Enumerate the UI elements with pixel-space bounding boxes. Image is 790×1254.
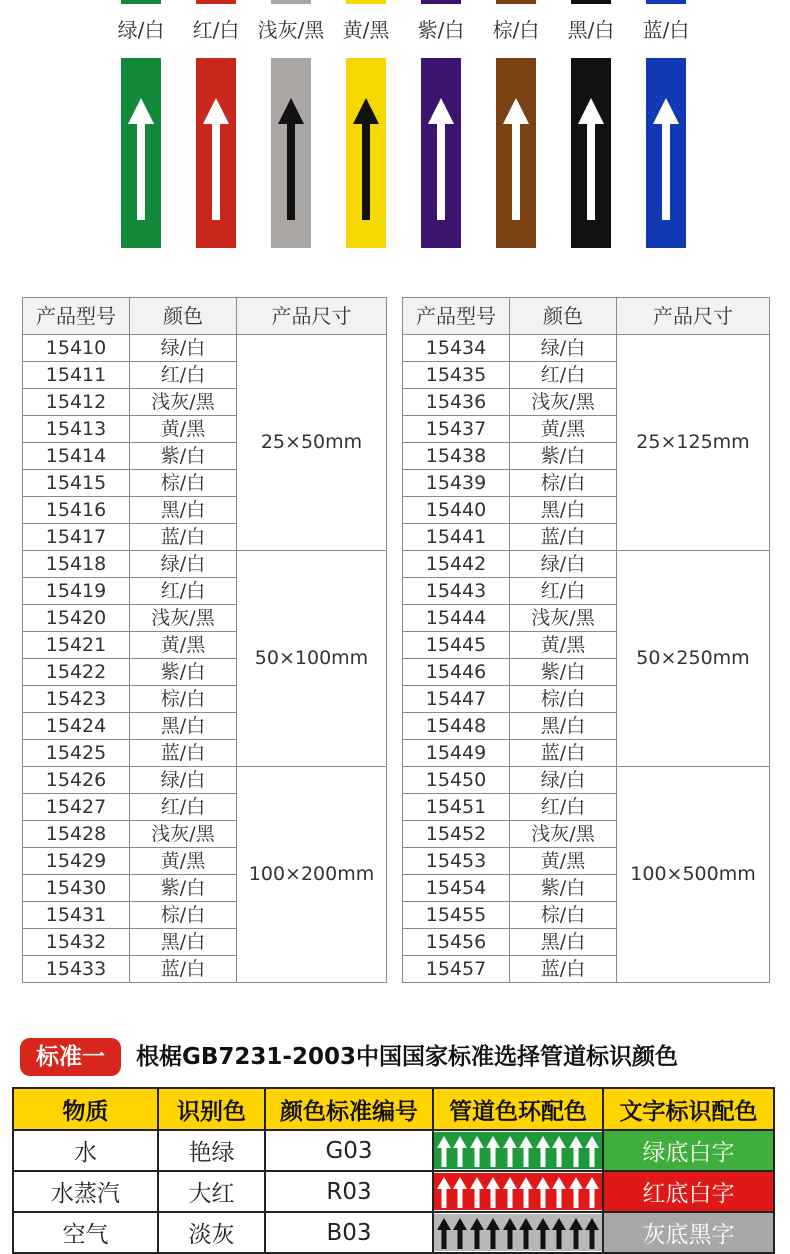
size-cell: 50×100mm <box>237 551 387 767</box>
model-number-cell: 15456 <box>403 929 510 956</box>
model-number-cell: 15432 <box>23 929 130 956</box>
color-cell: 蓝/白 <box>510 740 617 767</box>
up-arrow-icon <box>585 1175 599 1209</box>
model-number-cell: 15449 <box>403 740 510 767</box>
product-table-left <box>22 297 387 983</box>
model-number-cell: 15431 <box>23 902 130 929</box>
arrow-swatch <box>121 58 161 248</box>
color-label: 浅灰/黑 <box>257 18 325 42</box>
table-header-cell: 产品型号 <box>23 298 130 335</box>
up-arrow-icon <box>585 1134 599 1168</box>
table-row <box>403 335 770 362</box>
pipe-ring-cell <box>433 1171 603 1212</box>
standard-row <box>13 1212 774 1253</box>
text-color-cell: 绿底白字 <box>603 1130 774 1171</box>
top-color-strip <box>0 0 790 4</box>
color-cell: 红/白 <box>510 578 617 605</box>
color-label: 绿/白 <box>117 18 165 42</box>
color-label: 棕/白 <box>492 18 540 42</box>
pipe-color-standard-table <box>12 1087 775 1254</box>
model-number-cell: 15412 <box>23 389 130 416</box>
model-number-cell: 15441 <box>403 524 510 551</box>
arrow-swatch <box>196 58 236 248</box>
pipe-ring-cell <box>433 1212 603 1253</box>
table-row <box>23 551 387 578</box>
color-cell: 黄/黑 <box>510 632 617 659</box>
color-cell: 红/白 <box>130 362 237 389</box>
color-cell: 棕/白 <box>510 902 617 929</box>
color-label: 红/白 <box>192 18 240 42</box>
model-number-cell: 15410 <box>23 335 130 362</box>
color-cell: 蓝/白 <box>130 956 237 983</box>
standard-code-cell: B03 <box>265 1212 433 1253</box>
model-number-cell: 15414 <box>23 443 130 470</box>
model-number-cell: 15413 <box>23 416 130 443</box>
size-cell: 25×125mm <box>617 335 770 551</box>
model-number-cell: 15434 <box>403 335 510 362</box>
up-arrow-icon <box>503 1216 517 1250</box>
standard-header-cell: 物质 <box>13 1088 158 1130</box>
standard-row <box>13 1171 774 1212</box>
model-number-cell: 15429 <box>23 848 130 875</box>
model-number-cell: 15419 <box>23 578 130 605</box>
up-arrow-icon <box>486 1216 500 1250</box>
model-number-cell: 15445 <box>403 632 510 659</box>
color-cell: 黑/白 <box>130 929 237 956</box>
standard-color-cell: 淡灰 <box>158 1212 265 1253</box>
model-number-cell: 15457 <box>403 956 510 983</box>
model-number-cell: 15430 <box>23 875 130 902</box>
model-number-cell: 15415 <box>23 470 130 497</box>
up-arrow-icon <box>121 58 161 248</box>
standard-substance-cell: 空气 <box>13 1212 158 1253</box>
up-arrow-icon <box>271 58 311 248</box>
color-cell: 黄/黑 <box>130 416 237 443</box>
color-cell: 绿/白 <box>510 551 617 578</box>
color-labels-row <box>0 14 790 44</box>
up-arrow-icon <box>470 1134 484 1168</box>
up-arrow-icon <box>437 1175 451 1209</box>
up-arrow-icon <box>519 1216 533 1250</box>
table-header-cell: 产品尺寸 <box>237 298 387 335</box>
color-cell: 黄/黑 <box>130 632 237 659</box>
up-arrow-icon <box>552 1175 566 1209</box>
top-strip-segment <box>571 0 611 4</box>
color-cell: 浅灰/黑 <box>130 821 237 848</box>
color-label: 蓝/白 <box>642 18 690 42</box>
model-number-cell: 15427 <box>23 794 130 821</box>
arrow-swatch <box>346 58 386 248</box>
up-arrow-icon <box>519 1175 533 1209</box>
color-cell: 黄/黑 <box>130 848 237 875</box>
color-cell: 红/白 <box>130 578 237 605</box>
arrow-swatch <box>646 58 686 248</box>
up-arrow-icon <box>453 1216 467 1250</box>
up-arrow-icon <box>503 1134 517 1168</box>
up-arrow-icon <box>569 1134 583 1168</box>
color-cell: 绿/白 <box>510 767 617 794</box>
size-cell: 25×50mm <box>237 335 387 551</box>
model-number-cell: 15439 <box>403 470 510 497</box>
table-header-cell: 颜色 <box>510 298 617 335</box>
up-arrow-icon <box>552 1134 566 1168</box>
model-number-cell: 15447 <box>403 686 510 713</box>
model-number-cell: 15425 <box>23 740 130 767</box>
color-cell: 浅灰/黑 <box>130 389 237 416</box>
color-cell: 黑/白 <box>130 713 237 740</box>
up-arrow-icon <box>196 58 236 248</box>
up-arrow-icon <box>437 1216 451 1250</box>
up-arrow-icon <box>453 1134 467 1168</box>
table-header-cell: 产品型号 <box>403 298 510 335</box>
up-arrow-icon <box>571 58 611 248</box>
top-strip-segment <box>496 0 536 4</box>
model-number-cell: 15452 <box>403 821 510 848</box>
up-arrow-icon <box>536 1134 550 1168</box>
up-arrow-icon <box>519 1134 533 1168</box>
text-color-cell: 灰底黑字 <box>603 1212 774 1253</box>
top-strip-segment <box>346 0 386 4</box>
color-label: 紫/白 <box>417 18 465 42</box>
text-color-cell: 红底白字 <box>603 1171 774 1212</box>
model-number-cell: 15442 <box>403 551 510 578</box>
standard-code-cell: G03 <box>265 1130 433 1171</box>
color-cell: 绿/白 <box>130 767 237 794</box>
color-cell: 紫/白 <box>130 875 237 902</box>
color-cell: 棕/白 <box>510 686 617 713</box>
table-header-cell: 产品尺寸 <box>617 298 770 335</box>
standard-color-cell: 大红 <box>158 1171 265 1212</box>
color-cell: 紫/白 <box>130 443 237 470</box>
model-number-cell: 15437 <box>403 416 510 443</box>
table-row <box>23 767 387 794</box>
model-number-cell: 15423 <box>23 686 130 713</box>
color-cell: 绿/白 <box>510 335 617 362</box>
up-arrow-icon <box>470 1175 484 1209</box>
top-strip-segment <box>196 0 236 4</box>
standard-header <box>20 1036 780 1078</box>
top-strip-segment <box>271 0 311 4</box>
model-number-cell: 15448 <box>403 713 510 740</box>
model-number-cell: 15450 <box>403 767 510 794</box>
color-cell: 棕/白 <box>130 686 237 713</box>
model-number-cell: 15421 <box>23 632 130 659</box>
color-cell: 黑/白 <box>510 497 617 524</box>
standard-header-cell: 管道色环配色 <box>433 1088 603 1130</box>
standard-badge: 标准一 <box>20 1038 121 1076</box>
model-number-cell: 15424 <box>23 713 130 740</box>
color-cell: 绿/白 <box>130 335 237 362</box>
model-number-cell: 15428 <box>23 821 130 848</box>
color-cell: 蓝/白 <box>130 740 237 767</box>
up-arrow-icon <box>346 58 386 248</box>
up-arrow-icon <box>536 1216 550 1250</box>
color-cell: 棕/白 <box>510 470 617 497</box>
standard-header-cell: 识别色 <box>158 1088 265 1130</box>
model-number-cell: 15433 <box>23 956 130 983</box>
size-cell: 50×250mm <box>617 551 770 767</box>
color-label: 黄/黑 <box>342 18 390 42</box>
color-cell: 黑/白 <box>510 929 617 956</box>
up-arrow-icon <box>569 1175 583 1209</box>
size-cell: 100×200mm <box>237 767 387 983</box>
up-arrow-icon <box>536 1175 550 1209</box>
arrow-swatch <box>571 58 611 248</box>
model-number-cell: 15416 <box>23 497 130 524</box>
model-number-cell: 15451 <box>403 794 510 821</box>
size-cell: 100×500mm <box>617 767 770 983</box>
color-label: 黑/白 <box>567 18 615 42</box>
table-row <box>23 335 387 362</box>
color-cell: 红/白 <box>130 794 237 821</box>
standard-title: 根椐GB7231-2003中国国家标准选择管道标识颜色 <box>136 1044 678 1070</box>
color-cell: 蓝/白 <box>510 524 617 551</box>
standard-color-cell: 艳绿 <box>158 1130 265 1171</box>
top-strip-segment <box>646 0 686 4</box>
up-arrow-icon <box>646 58 686 248</box>
up-arrow-icon <box>421 58 461 248</box>
color-cell: 紫/白 <box>510 443 617 470</box>
model-number-cell: 15454 <box>403 875 510 902</box>
color-cell: 黑/白 <box>510 713 617 740</box>
color-cell: 紫/白 <box>130 659 237 686</box>
model-number-cell: 15438 <box>403 443 510 470</box>
model-number-cell: 15446 <box>403 659 510 686</box>
color-cell: 棕/白 <box>130 470 237 497</box>
color-cell: 紫/白 <box>510 875 617 902</box>
arrow-swatches-row <box>0 58 790 248</box>
arrow-swatch <box>271 58 311 248</box>
color-cell: 浅灰/黑 <box>130 605 237 632</box>
color-cell: 红/白 <box>510 362 617 389</box>
pipe-ring-cell <box>433 1130 603 1171</box>
model-number-cell: 15420 <box>23 605 130 632</box>
color-cell: 红/白 <box>510 794 617 821</box>
table-row <box>403 767 770 794</box>
top-strip-segment <box>421 0 461 4</box>
up-arrow-icon <box>486 1175 500 1209</box>
model-number-cell: 15443 <box>403 578 510 605</box>
model-number-cell: 15435 <box>403 362 510 389</box>
model-number-cell: 15418 <box>23 551 130 578</box>
color-cell: 绿/白 <box>130 551 237 578</box>
standard-substance-cell: 水蒸汽 <box>13 1171 158 1212</box>
table-row <box>403 551 770 578</box>
color-cell: 浅灰/黑 <box>510 821 617 848</box>
model-number-cell: 15444 <box>403 605 510 632</box>
model-number-cell: 15453 <box>403 848 510 875</box>
standard-header-cell: 文字标识配色 <box>603 1088 774 1130</box>
up-arrow-icon <box>470 1216 484 1250</box>
color-cell: 棕/白 <box>130 902 237 929</box>
table-header-cell: 颜色 <box>130 298 237 335</box>
up-arrow-icon <box>503 1175 517 1209</box>
up-arrow-icon <box>453 1175 467 1209</box>
color-cell: 蓝/白 <box>510 956 617 983</box>
model-number-cell: 15440 <box>403 497 510 524</box>
up-arrow-icon <box>585 1216 599 1250</box>
standard-row <box>13 1130 774 1171</box>
top-strip-segment <box>121 0 161 4</box>
up-arrow-icon <box>486 1134 500 1168</box>
color-cell: 黄/黑 <box>510 416 617 443</box>
model-number-cell: 15417 <box>23 524 130 551</box>
color-cell: 浅灰/黑 <box>510 605 617 632</box>
up-arrow-icon <box>569 1216 583 1250</box>
model-number-cell: 15436 <box>403 389 510 416</box>
model-number-cell: 15455 <box>403 902 510 929</box>
color-cell: 紫/白 <box>510 659 617 686</box>
model-number-cell: 15426 <box>23 767 130 794</box>
standard-substance-cell: 水 <box>13 1130 158 1171</box>
standard-header-cell: 颜色标准编号 <box>265 1088 433 1130</box>
color-cell: 蓝/白 <box>130 524 237 551</box>
standard-code-cell: R03 <box>265 1171 433 1212</box>
color-cell: 黑/白 <box>130 497 237 524</box>
model-number-cell: 15422 <box>23 659 130 686</box>
color-cell: 黄/黑 <box>510 848 617 875</box>
up-arrow-icon <box>437 1134 451 1168</box>
color-cell: 浅灰/黑 <box>510 389 617 416</box>
model-number-cell: 15411 <box>23 362 130 389</box>
arrow-swatch <box>421 58 461 248</box>
up-arrow-icon <box>552 1216 566 1250</box>
arrow-swatch <box>496 58 536 248</box>
up-arrow-icon <box>496 58 536 248</box>
product-table-right <box>402 297 770 983</box>
